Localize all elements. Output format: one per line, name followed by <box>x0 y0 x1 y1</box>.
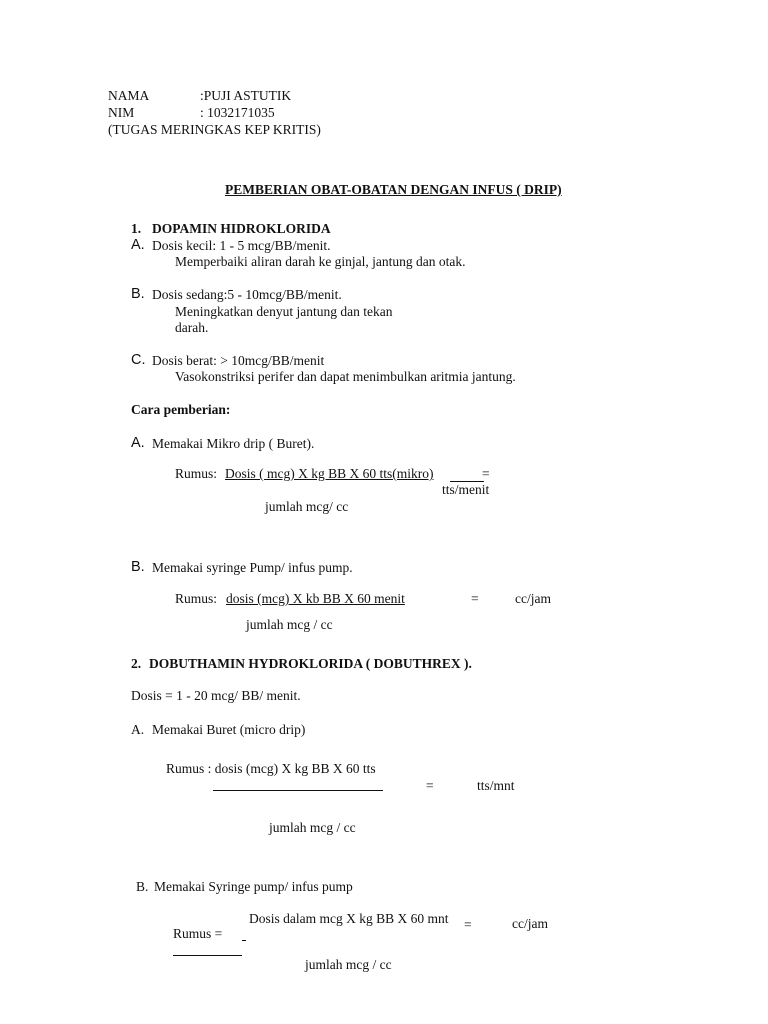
dose-c-letter: C. <box>131 352 146 368</box>
section1-number: 1. <box>131 221 142 236</box>
formula2-a-denominator: jumlah mcg / cc <box>269 820 356 835</box>
dose-c-desc: Vasokonstriksi perifer dan dapat menimbulkan aritmia jantung. <box>175 369 516 384</box>
section2-dosis: Dosis = 1 - 20 mcg/ BB/ menit. <box>131 688 301 703</box>
formula-a-numerator: Dosis ( mcg) X kg BB X 60 tts(mikro) <box>225 466 434 481</box>
section2-number: 2. <box>131 656 142 671</box>
formula2-b-denominator: jumlah mcg / cc <box>305 957 392 972</box>
method-a-letter: A. <box>131 435 145 451</box>
formula2-b-equals: = <box>464 917 472 932</box>
dose-a-desc: Memperbaiki aliran darah ke ginjal, jantung dan otak. <box>175 254 466 269</box>
formula2-b-numerator: Dosis dalam mcg X kg BB X 60 mnt <box>249 911 449 926</box>
formula2-a-fraction-line <box>213 790 383 791</box>
formula-a-unit: tts/menit <box>442 482 490 497</box>
formula-b-equals: = <box>471 591 479 606</box>
dose-a-text: Dosis kecil: 1 - 5 mcg/BB/menit. <box>152 238 331 253</box>
formula2-a-rumus: Rumus : dosis (mcg) X kg BB X 60 tts <box>166 761 376 776</box>
formula-a-equals: = <box>482 466 490 481</box>
dose-c-text: Dosis berat: > 10mcg/BB/menit <box>152 353 325 368</box>
method-a-text: Memakai Mikro drip ( Buret). <box>152 436 315 451</box>
assignment-note: (TUGAS MERINGKAS KEP KRITIS) <box>108 122 321 137</box>
method2-b-text: Memakai Syringe pump/ infus pump <box>154 879 353 894</box>
method-b-text: Memakai syringe Pump/ infus pump. <box>152 560 353 575</box>
formula-b-denominator: jumlah mcg / cc <box>246 617 333 632</box>
section2-heading: DOBUTHAMIN HYDROKLORIDA ( DOBUTHREX ). <box>149 656 472 671</box>
dose-b-letter: B. <box>131 286 145 302</box>
nama-value: :PUJI ASTUTIK <box>200 88 292 103</box>
formula-b-unit: cc/jam <box>515 591 551 606</box>
method-b-letter: B. <box>131 559 145 575</box>
section1-heading: DOPAMIN HIDROKLORIDA <box>152 221 331 236</box>
document-title: PEMBERIAN OBAT-OBATAN DENGAN INFUS ( DRIP) <box>225 182 562 197</box>
cara-heading: Cara pemberian: <box>131 402 231 417</box>
formula2-b-unit: cc/jam <box>512 916 548 931</box>
method2-b-letter: B. <box>136 879 149 894</box>
dose-b-text: Dosis sedang:5 - 10mcg/BB/menit. <box>152 287 342 302</box>
formula2-b-rumus-label: Rumus = <box>173 926 223 941</box>
formula2-b-fraction-line <box>173 955 242 956</box>
formula-b-numerator: dosis (mcg) X kb BB X 60 menit <box>226 591 405 606</box>
nim-label: NIM <box>108 105 135 120</box>
formula-a-label: Rumus: <box>175 466 218 481</box>
dose-b-desc-2: darah. <box>175 320 209 335</box>
formula2-a-unit: tts/mnt <box>477 778 515 793</box>
nim-value: : 1032171035 <box>200 105 275 120</box>
method2-a-text: Memakai Buret (micro drip) <box>152 722 306 737</box>
dose-a-letter: A. <box>131 237 145 253</box>
formula2-a-equals: = <box>426 778 434 793</box>
dose-b-desc-1: Meningkatkan denyut jantung dan tekan <box>175 304 393 319</box>
formula2-b-dash <box>242 940 246 941</box>
formula-a-denominator: jumlah mcg/ cc <box>265 499 349 514</box>
method2-a-letter: A. <box>131 722 145 737</box>
formula-b-label: Rumus: <box>175 591 218 606</box>
nama-label: NAMA <box>108 88 150 103</box>
